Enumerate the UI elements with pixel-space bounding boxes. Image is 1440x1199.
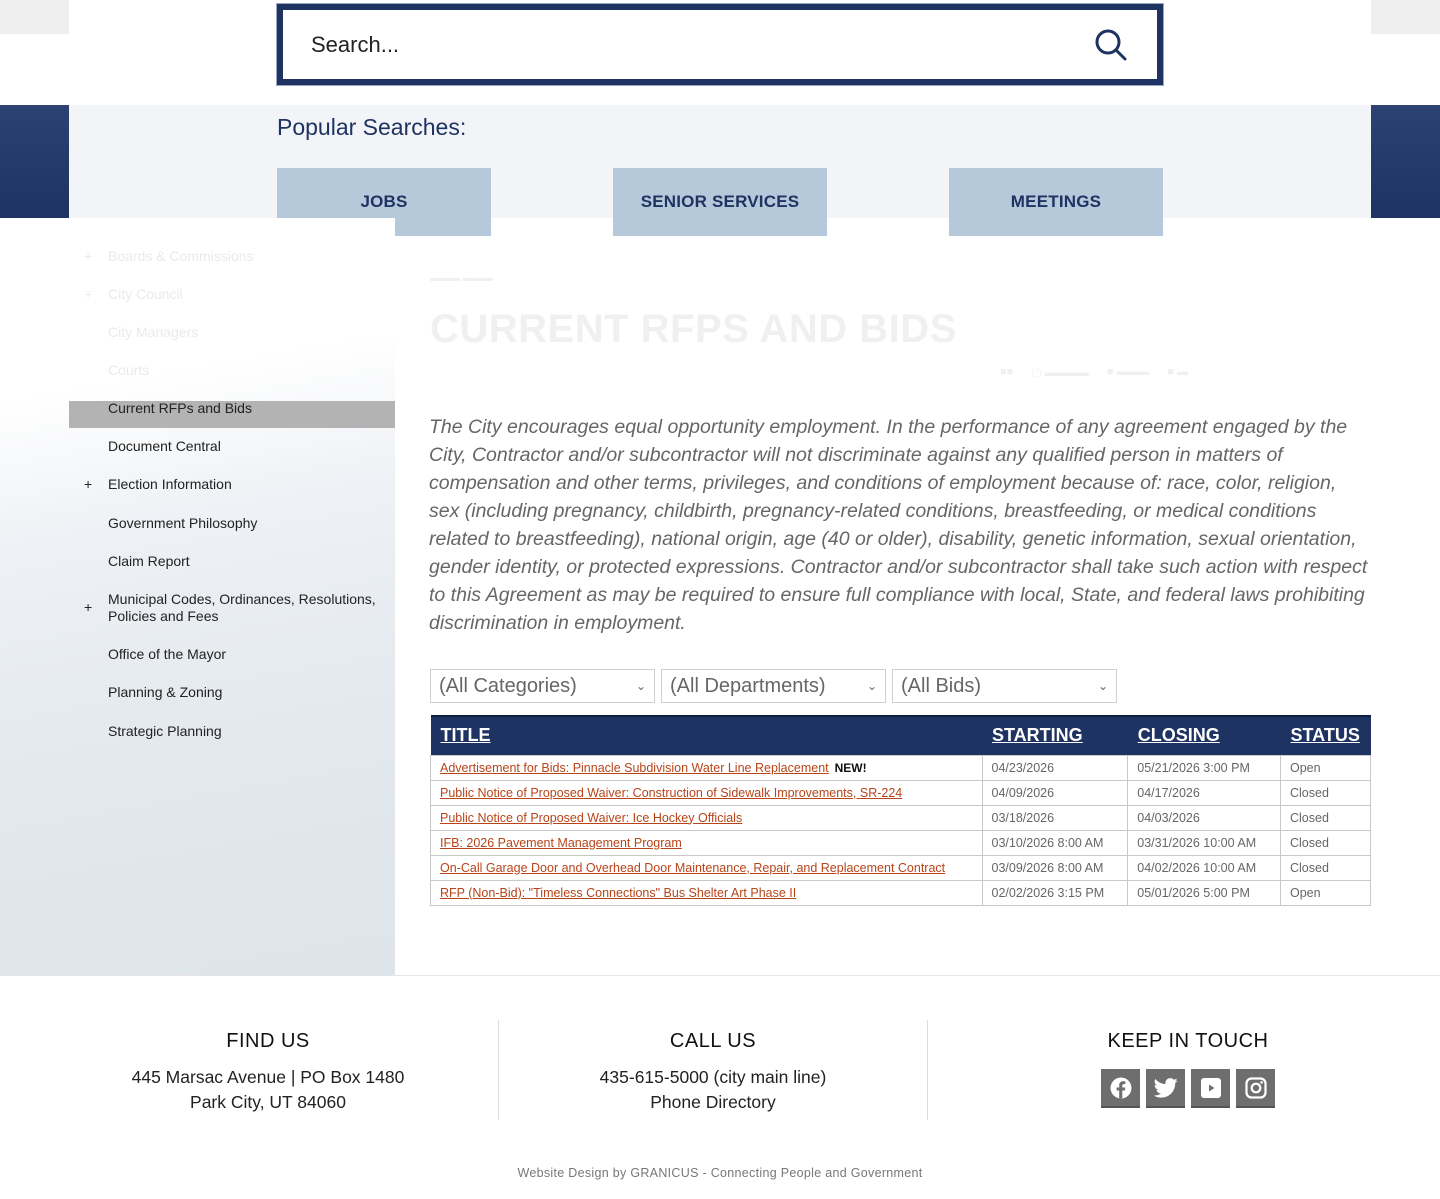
bids-table: [430, 715, 1371, 906]
sidebar-item-label: Municipal Codes, Ordinances, Resolutions,: [108, 591, 376, 607]
status-cell: Open: [1281, 755, 1371, 780]
filter-bar: [430, 669, 1117, 703]
instagram-icon: [1244, 1076, 1268, 1100]
starting-date: 03/09/2026 8:00 AM: [982, 855, 1128, 880]
sidebar-item-strategic-planning[interactable]: Strategic Planning: [108, 723, 222, 739]
page-toolbar: [1000, 366, 1188, 379]
footer-call-us: [513, 1020, 913, 1115]
keep-in-touch-heading: KEEP IN TOUCH: [1107, 1030, 1269, 1052]
closing-date: 04/17/2026: [1128, 780, 1281, 805]
starting-date: 04/23/2026: [982, 755, 1128, 780]
city-line: Park City, UT 84060: [190, 1092, 346, 1112]
sidebar-item-election-information[interactable]: Election Information: [108, 476, 232, 492]
twitter-icon: [1154, 1077, 1178, 1099]
breadcrumb: ▬▬▬ ▬▬▬: [430, 273, 493, 284]
footer-find-us: [68, 1020, 468, 1115]
facebook-button[interactable]: [1101, 1069, 1140, 1108]
chevron-down-icon: ⌄: [866, 679, 877, 693]
closing-date: 05/21/2026 3:00 PM: [1128, 755, 1281, 780]
status-cell: Closed: [1281, 780, 1371, 805]
popular-search-meetings-button[interactable]: MEETINGS: [949, 168, 1163, 236]
column-header-status[interactable]: STATUS: [1281, 716, 1371, 755]
granicus-credit-link[interactable]: Website Design by GRANICUS - Connecting People and Government: [517, 1166, 923, 1180]
sidebar-item-city-managers[interactable]: City Managers: [108, 324, 199, 340]
department-select[interactable]: (All Departments) ⌄: [661, 669, 886, 703]
popular-search-senior-services-button[interactable]: SENIOR SERVICES: [613, 168, 827, 236]
page-title: CURRENT RFPS AND BIDS: [430, 307, 957, 351]
header-corner-right: [1371, 0, 1440, 34]
starting-date: 02/02/2026 3:15 PM: [982, 880, 1128, 905]
sidebar-item-office-of-mayor[interactable]: Office of the Mayor: [108, 646, 227, 662]
footer-separator: [927, 1020, 928, 1120]
table-row: [431, 880, 1371, 905]
youtube-button[interactable]: [1191, 1069, 1230, 1108]
footer-divider: [0, 975, 1440, 976]
find-us-heading: FIND US: [226, 1030, 310, 1052]
eeo-statement: The City encourages equal opportunity employment. In the performance of any agreement engaged by the City, Contractor and/or subcontractor will not discriminate against any qualified person in matters of compensation and other terms, privileges, and conditions of employment because of: race, color, religion, sex (including pregnancy, childbirth, pregnancy-related conditions, breastfeeding, or medical conditions related to breastfeeding), national origin, age (40 or older), disability, genetic information, sexual orientation, gender identity, or protected expressions. Contractor and/or subcontractor shall take such action with respect to this Agreement as may be required to ensure full compliance with local, State, and federal laws prohibiting discrimination in employment.: [429, 416, 1368, 634]
search-icon[interactable]: [1093, 27, 1129, 63]
footer-keep-in-touch: [988, 1020, 1388, 1108]
sidebar-item-current-rfps-bids[interactable]: Current RFPs and Bids: [108, 400, 252, 416]
starting-date: 04/09/2026: [982, 780, 1128, 805]
phone-directory-link[interactable]: Phone Directory: [650, 1092, 776, 1112]
notify-icon[interactable]: ▢ ▬▬▬▬: [1031, 367, 1089, 379]
search-bar: [277, 4, 1163, 85]
status-cell: Open: [1281, 880, 1371, 905]
expand-icon[interactable]: +: [84, 476, 93, 492]
status-cell: Closed: [1281, 855, 1371, 880]
starting-date: 03/18/2026: [982, 805, 1128, 830]
table-row: [431, 755, 1371, 780]
youtube-icon: [1199, 1076, 1223, 1100]
share-icon[interactable]: ■■: [1000, 366, 1014, 378]
banner-image-right: [1371, 105, 1440, 218]
twitter-button[interactable]: [1146, 1069, 1185, 1108]
chevron-down-icon: ⌄: [1097, 679, 1108, 693]
table-row: [431, 805, 1371, 830]
popular-searches-label: Popular Searches:: [277, 114, 467, 140]
bid-title-link[interactable]: IFB: 2026 Pavement Management Program: [440, 835, 682, 850]
column-header-closing[interactable]: CLOSING: [1128, 716, 1281, 755]
closing-date: 04/02/2026 10:00 AM: [1128, 855, 1281, 880]
expand-icon[interactable]: +: [84, 599, 93, 615]
site-credit: [0, 1166, 1440, 1180]
sidebar-item-municipal-codes[interactable]: [108, 591, 376, 625]
table-row: [431, 780, 1371, 805]
sidebar-item-courts[interactable]: Courts: [108, 362, 150, 378]
print-icon[interactable]: ■ ▬: [1167, 366, 1189, 378]
instagram-button[interactable]: [1236, 1069, 1275, 1108]
column-header-starting[interactable]: STARTING: [982, 716, 1128, 755]
table-row: [431, 855, 1371, 880]
column-header-title[interactable]: TITLE: [431, 716, 983, 755]
sidebar-item-planning-zoning[interactable]: Planning & Zoning: [108, 684, 223, 700]
sidebar-item-government-philosophy[interactable]: Government Philosophy: [108, 515, 258, 531]
footer-separator: [498, 1020, 499, 1120]
chevron-down-icon: ⌄: [635, 679, 646, 693]
starting-date: 03/10/2026 8:00 AM: [982, 830, 1128, 855]
header-corner-left: [0, 0, 69, 34]
search-input[interactable]: [311, 32, 1093, 58]
social-links: [988, 1069, 1388, 1108]
status-cell: Closed: [1281, 830, 1371, 855]
facebook-icon: [1109, 1076, 1133, 1100]
closing-date: 03/31/2026 10:00 AM: [1128, 830, 1281, 855]
bid-title-link[interactable]: Advertisement for Bids: Pinnacle Subdivision Water Line Replacement: [440, 760, 829, 775]
banner-image-left: [0, 105, 69, 218]
sidebar-item-label: Policies and Fees: [108, 608, 219, 624]
call-us-heading: CALL US: [669, 1030, 757, 1052]
address-line: 445 Marsac Avenue | PO Box 1480: [131, 1067, 405, 1087]
table-row: [431, 830, 1371, 855]
expand-icon[interactable]: +: [84, 286, 93, 302]
bid-title-link[interactable]: On-Call Garage Door and Overhead Door Maintenance, Repair, and Replacement Contract: [440, 860, 946, 875]
closing-date: 04/03/2026: [1128, 805, 1281, 830]
sidebar-item-city-council[interactable]: City Council: [108, 286, 183, 302]
closing-date: 05/01/2026 5:00 PM: [1128, 880, 1281, 905]
category-select[interactable]: (All Categories) ⌄: [430, 669, 655, 703]
feedback-icon[interactable]: ■ ▬▬▬: [1106, 366, 1150, 378]
popular-search-jobs-button[interactable]: JOBS: [277, 168, 491, 236]
bid-title-link[interactable]: Public Notice of Proposed Waiver: Ice Hockey Officials: [440, 810, 743, 825]
sidebar-item-boards-commissions[interactable]: Boards & Commissions: [108, 248, 254, 264]
sidebar-item-claim-report[interactable]: Claim Report: [108, 553, 190, 569]
expand-icon[interactable]: +: [84, 248, 93, 264]
sidebar-item-document-central[interactable]: Document Central: [108, 438, 221, 454]
bid-title-link[interactable]: Public Notice of Proposed Waiver: Construction of Sidewalk Improvements, SR-224: [440, 785, 903, 800]
phone-line[interactable]: 435-615-5000 (city main line): [599, 1067, 827, 1087]
bid-status-select[interactable]: (All Bids) ⌄: [892, 669, 1117, 703]
status-cell: Closed: [1281, 805, 1371, 830]
new-badge: NEW!: [834, 760, 867, 775]
bid-title-link[interactable]: RFP (Non-Bid): "Timeless Connections" Bus Shelter Art Phase II: [440, 885, 797, 900]
